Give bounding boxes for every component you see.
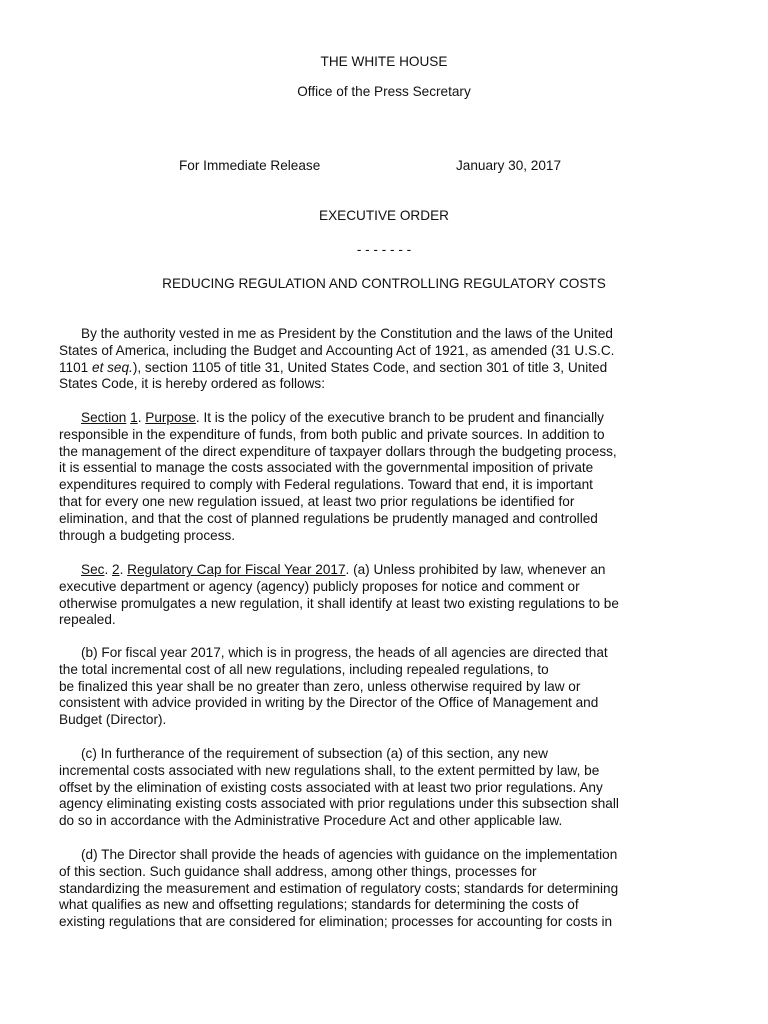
section-line: expenditures required to comply with Federal regulations. Toward that end, it is important: [59, 477, 593, 493]
section-2b-paragraph: [59, 645, 699, 729]
section-text: (a) Unless prohibited by law, whenever an: [353, 562, 606, 577]
office-heading: Office of the Press Secretary: [297, 84, 471, 99]
section-line: agency eliminating existing costs associated with prior regulations under this subsection shall: [59, 796, 619, 812]
section-text: It is the policy of the executive branch to be prudent and financially: [203, 410, 604, 425]
et-seq-italic: et seq.: [92, 359, 133, 375]
section-number: 2: [112, 562, 120, 577]
section-heading: Purpose: [145, 410, 196, 425]
divider-dashes: - - - - - - -: [356, 242, 412, 257]
section-2d-paragraph: [59, 847, 699, 931]
preamble-text: 1101: [59, 359, 93, 375]
section-line: (c) In furtherance of the requirement of subsection (a) of this section, any new: [81, 746, 548, 761]
section-label: Section: [81, 410, 127, 425]
section-line: the total incremental cost of all new regulations, including repealed regulations, to: [59, 661, 549, 677]
section-2a-paragraph: [59, 562, 699, 629]
section-line: it is essential to manage the costs associated with the governmental imposition of private: [59, 460, 594, 476]
section-line: elimination, and that the cost of planned regulations be prudently managed and controlled: [59, 510, 598, 526]
section-1-paragraph: [59, 410, 699, 544]
release-label: For Immediate Release: [179, 158, 321, 173]
section-line: responsible in the expenditure of funds, from both public and private sources. In addition to: [59, 426, 605, 442]
section-line: be finalized this year shall be no greater than zero, unless otherwise required by law or: [59, 678, 581, 694]
section-line: existing regulations that are considered for elimination; processes for accounting for costs in: [59, 914, 613, 930]
section-line: standardizing the measurement and estimation of regulatory costs; standards for determining: [59, 880, 619, 896]
section-1-heading-line: Section 1. Purpose. It is the policy of the executive branch to be prudent and financially: [81, 410, 604, 425]
section-line: consistent with advice provided in writing by the Director of the Office of Management and: [59, 695, 599, 711]
section-2c-paragraph: [59, 746, 699, 830]
section-number: 1: [130, 410, 138, 425]
section-line: (b) For fiscal year 2017, which is in progress, the heads of all agencies are directed that: [81, 645, 608, 660]
section-line: executive department or agency (agency) publicly proposes for notice and comment or: [59, 578, 580, 594]
section-line: (d) The Director shall provide the heads of agencies with guidance on the implementation: [81, 847, 618, 862]
release-date: January 30, 2017: [456, 158, 562, 173]
section-line: the management of the direct expenditure of taxpayer dollars through the budgeting process,: [59, 443, 617, 459]
doc-type-heading: EXECUTIVE ORDER: [319, 208, 449, 223]
preamble-text: ), section 1105 of title 31, United States Code, and section 301 of title 3, United: [132, 359, 608, 375]
section-line: through a budgeting process.: [59, 527, 236, 543]
section-2-heading-line: Sec. 2. Regulatory Cap for Fiscal Year 2017. (a) Unless prohibited by law, whenever an: [81, 562, 606, 577]
section-line: of this section. Such guidance shall address, among other things, processes for: [59, 863, 537, 879]
section-line: Budget (Director).: [59, 712, 167, 728]
section-label: Sec: [81, 562, 105, 577]
section-heading: Regulatory Cap for Fiscal Year 2017: [127, 562, 346, 577]
section-line: what qualifies as new and offsetting regulations; standards for determining the costs of: [59, 897, 579, 913]
preamble-paragraph: [59, 326, 699, 393]
section-line: repealed.: [59, 612, 116, 628]
preamble-line: States of America, including the Budget and Accounting Act of 1921, as amended (31 U.S.C.: [59, 342, 615, 358]
section-line: incremental costs associated with new regulations shall, to the extent permitted by law, be: [59, 762, 600, 778]
org-heading: THE WHITE HOUSE: [320, 54, 448, 69]
preamble-line: [59, 360, 699, 377]
preamble-line: States Code, it is hereby ordered as follows:: [59, 376, 325, 392]
preamble-line: By the authority vested in me as President by the Constitution and the laws of the United: [81, 326, 613, 341]
section-line: that for every one new regulation issued, at least two prior regulations be identified for: [59, 493, 575, 509]
section-line: offset by the elimination of existing costs associated with at least two prior regulations. Any: [59, 779, 603, 795]
order-title: REDUCING REGULATION AND CONTROLLING REGULATORY COSTS: [162, 276, 606, 291]
section-line: do so in accordance with the Administrative Procedure Act and other applicable law.: [59, 813, 563, 829]
section-line: otherwise promulgates a new regulation, it shall identify at least two existing regulations to be: [59, 595, 619, 611]
